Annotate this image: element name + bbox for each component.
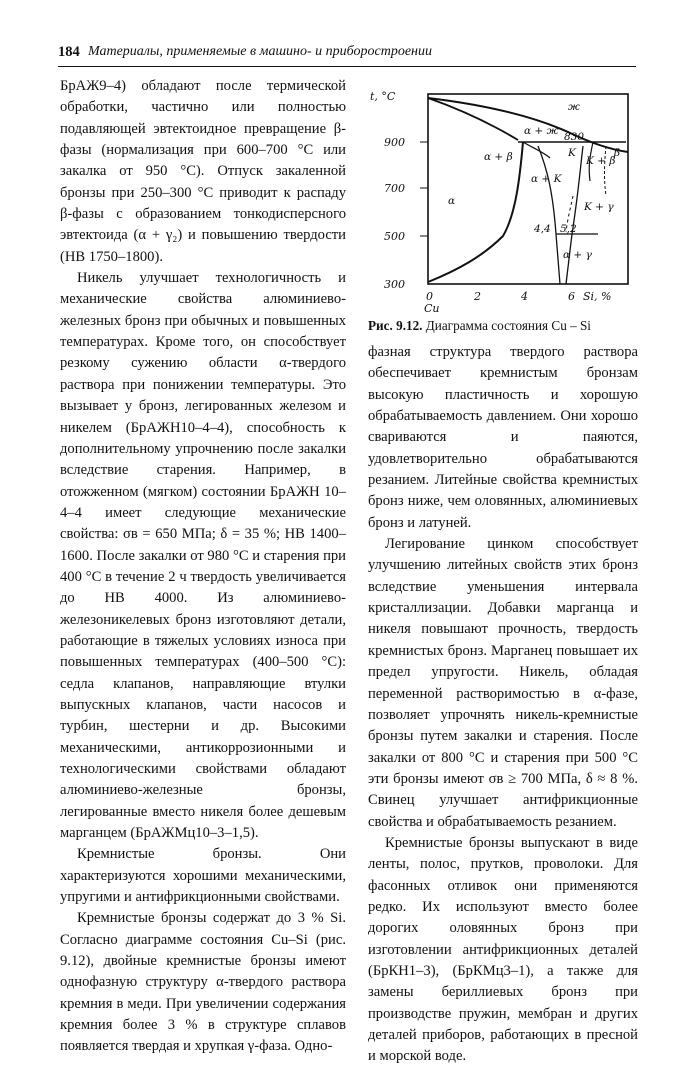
region-liquid: ж [568, 101, 580, 113]
paragraph: фазная структура твердого раствора обеспечивает кремнистым бронзам высокую пластичность и хорошую обрабатываемость давлением. Они хорошо свариваются и паяются, удовлетворительно обрабатываются резанием. Литейные свойства кремнистых бронз ниже, чем оловянных, алюминиевых бронз и латуней. [368, 344, 638, 531]
dashed-boundary [605, 146, 607, 196]
y-tick-label: 500 [384, 230, 405, 243]
region-k-beta: K + β [586, 155, 616, 167]
left-column [60, 76, 346, 1058]
k-phase-left-line [538, 146, 560, 284]
paragraph: Кремнистые бронзы содержат до 3 % Si. Согласно диаграмме состояния Cu–Si (рис. 9.12), двойные кремнистые бронзы имеют однофазную структуру α-твердого раствора кремния в меди. При увеличении содержания кремния более 3 % в структуре сплавов появляется твердая и хрупкая γ-фаза. Одно- [60, 910, 346, 1055]
x-tick-label: 0 [426, 290, 433, 303]
paragraph: Кремнистые бронзы. Они характеризуются хорошими механическими, упругими и антифрикционными свойствами. [60, 846, 346, 906]
point-5-2: 5,2 [560, 223, 577, 235]
diagram-frame [428, 94, 628, 284]
region-alpha-k: α + K [531, 173, 562, 185]
figure-caption-label: Рис. 9.12. [368, 318, 423, 333]
x-tick-label: 4 [521, 290, 528, 303]
y-tick-label: 900 [384, 136, 405, 149]
paragraph: Легирование цинком способствует улучшению литейных свойств этих бронз вследствие уменьшения интервала кристаллизации. Добавки марганца и никеля повышают прочность, твердость кремнистых бронз. Марганец повышает их предел упругости. Никель, обладая переменной растворимостью в α-фазе, позволяет упрочнять никель-кремнистые бронзы путем закалки и старения. После закалки от 800 °C и старения при 500 °C эти бронзы имеют σв ≥ 700 МПа, δ ≈ 8 %. Свинец улучшает антифрикционные свойства и обрабатываемость резанием. [368, 536, 638, 830]
running-title: Материалы, применяемые в машино- и приборостроении [88, 44, 432, 59]
x-origin-label: Cu [424, 302, 440, 314]
y-axis-label: t, °C [370, 90, 396, 103]
beta-boundary-line [523, 142, 550, 158]
page-header [58, 44, 636, 66]
paragraph: Кремнистые бронзы выпускают в виде ленты, полос, прутков, проволоки. Для фасонных отливок они применяются редко. Их используют вместо более дорогих оловянных бронз при изготовлении антифрикционных деталей (БрКН1–3), (БрКМц3–1), а также для замены бериллиевых бронз при производстве пружин, мембран и других деталей приборов, работающих в пресной и морской воде. [368, 834, 638, 1065]
y-tick-label: 300 [384, 278, 405, 291]
point-4-4: 4,4 [534, 223, 551, 235]
x-axis-label: Si, % [583, 290, 612, 303]
phase-diagram-figure [368, 86, 640, 334]
region-alpha-liquid: α + ж [524, 125, 559, 137]
figure-caption [368, 318, 640, 334]
region-alpha-gamma: α + γ [563, 249, 592, 261]
point-830: 830 [564, 131, 585, 143]
paragraph: Никель улучшает технологичность и механические свойства алюминиево-железных бронз при обычных и повышенных температурах. Кроме того, он способствует резкому сужению области α-твердого раствора при понижении температуры. Это вызывает у бронз, легированных железом и никелем (БрАЖН10–4–4), способность к дополнительному упрочнению после закалки вследствие старения. Например, в отожженном (мягком) состоянии БрАЖН 10–4–4 имеет следующие механические свойства: σв = 650 МПа; δ = 35 %; HB 1400–1600. После закалки от 980 °C и старения при 400 °C в течение 2 ч твердость увеличивается до HB 4000. Из алюминиево-железоникелевых бронз изготовляют детали, работающие в тяжелых условиях износа при повышенных температурах (400–500 °C): седла клапанов, направляющие втулки выпускных клапанов, части насосов и турбин, шестерни и др. Высокими механическими, антикоррозионными и технологическими свойствами обладают алюминиево-железные бронзы, легированные вместо никеля более дешевым марганцем (БрАЖМц10–3–1,5). [60, 270, 346, 842]
header-rule [58, 66, 636, 67]
region-alpha: α [448, 195, 456, 207]
page-number: 184 [58, 44, 80, 60]
region-beta: β [614, 147, 621, 159]
x-tick-label: 2 [474, 290, 481, 303]
region-k: K [568, 147, 576, 159]
alpha-solvus-line [428, 142, 523, 282]
y-tick-label: 700 [384, 182, 405, 195]
cu-si-phase-diagram [368, 86, 640, 314]
region-alpha-beta: α + β [484, 151, 513, 163]
figure-caption-text: Диаграмма состояния Cu – Si [425, 318, 591, 333]
paragraph: БрАЖ9–4) обладают после термической обработки, частично или полностью подавляющей эвтектоидное превращение β-фазы (нормализация при 600–700 °C или закалка от 950 °C). Отпуск закаленной бронзы при 250–300 °C приводит к распаду β-фазы с образованием тонкодисперсного эвтектоида (α + γ₂) и повышению твердости (HB 1750–1800). [60, 78, 346, 265]
right-column [368, 342, 638, 1068]
region-k-gamma: K + γ [584, 201, 614, 213]
x-tick-label: 6 [568, 290, 575, 303]
